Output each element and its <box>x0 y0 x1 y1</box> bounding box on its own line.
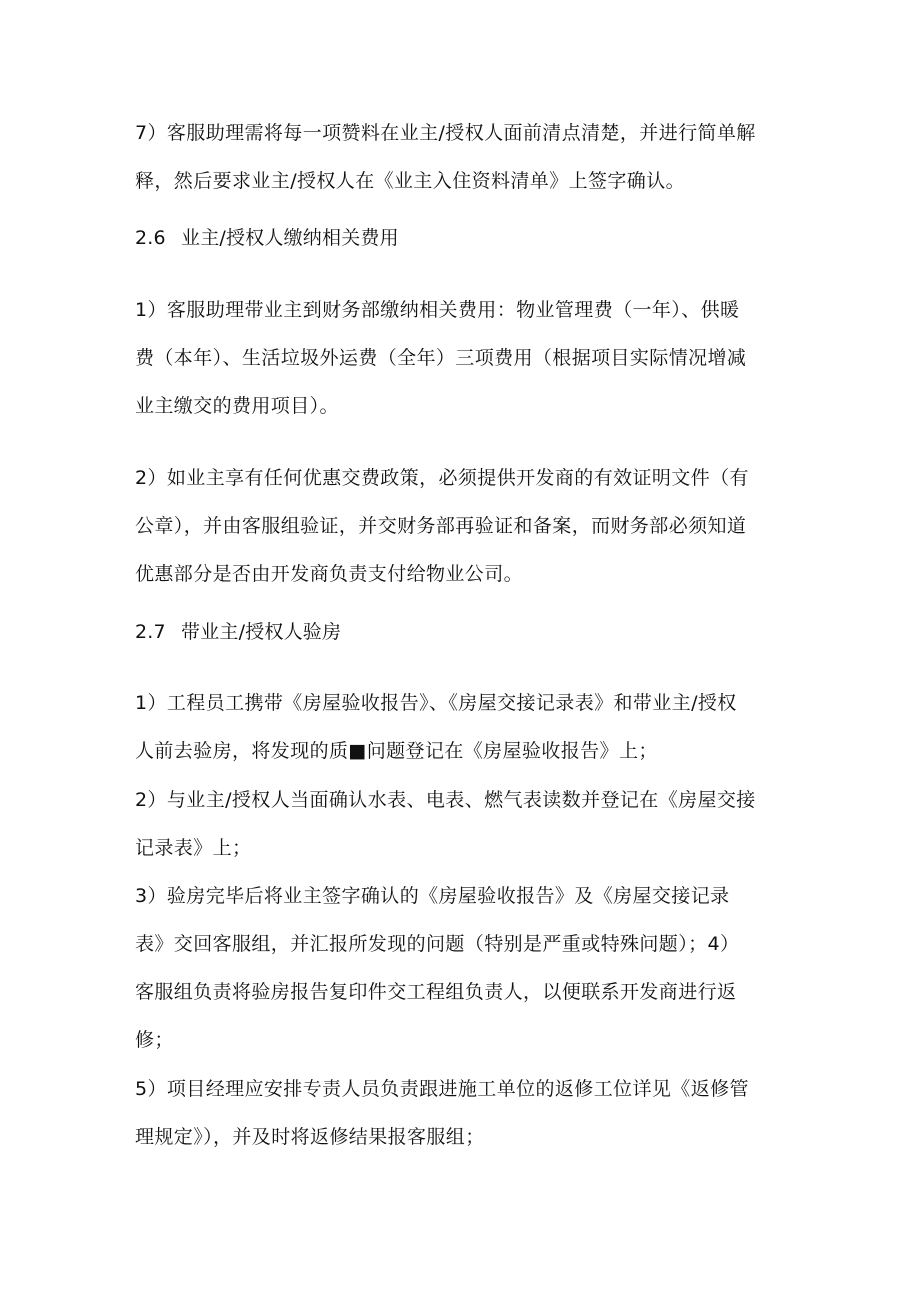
inspect-item3-line4: 修； <box>135 1029 174 1051</box>
section-2-6-number: 2.6 <box>135 227 166 249</box>
inspect-item2-line1: 2）与业主/授权人当面确认水表、电表、燃气表读数并登记在《房屋交接 <box>135 789 756 811</box>
fees-item2-line2: 公章），并由客服组验证，并交财务部再验证和备案，而财务部必须知道 <box>135 515 747 537</box>
fees-item2-line3: 优惠部分是否由开发商负责支付给物业公司。 <box>135 563 524 585</box>
section-2-6-title: 业主/授权人缴纳相关费用 <box>181 227 399 249</box>
inspect-item5-line2: 理规定》），并及时将返修结果报客服组； <box>135 1126 485 1148</box>
fees-item1-line3: 业主缴交的费用项目）。 <box>135 395 339 417</box>
inspect-item2-line2: 记录表》上； <box>135 837 252 859</box>
inspect-item3-line2: 表》交回客服组，并汇报所发现的问题（特别是严重或特殊问题）；4） <box>135 933 740 955</box>
section-2-7-title: 带业主/授权人验房 <box>181 621 342 643</box>
inspect-item1-line2: 人前去验房，将发现的质■问题登记在《房屋验收报告》上； <box>135 740 658 762</box>
para7-line1: 7）客服助理需将每一项赞料在业主/授权人面前清点清楚，并进行简单解 <box>135 122 756 144</box>
fees-item1-line1: 1）客服助理带业主到财务部缴纳相关费用：物业管理费（一年）、供暖 <box>135 299 740 321</box>
inspect-item1-line1: 1）工程员工携带《房屋验收报告》、《房屋交接记录表》和带业主/授权 <box>135 692 737 714</box>
inspect-item3-line3: 客服组负责将验房报告复印件交工程组负责人，以便联系开发商进行返 <box>135 981 737 1003</box>
section-2-7-heading <box>135 620 341 644</box>
fees-item1-line2: 费（本年）、生活垃圾外运费（全年）三项费用（根据项目实际情况增减 <box>135 347 747 369</box>
section-2-7-number: 2.7 <box>135 621 166 643</box>
inspect-item3-line1: 3）验房完毕后将业主签字确认的《房屋验收报告》及《房屋交接记录 <box>135 885 730 907</box>
para7-line2: 释，然后要求业主/授权人在《业主入住资料清单》上签字确认。 <box>135 170 686 192</box>
fees-item2-line1: 2）如业主享有任何优惠交费政策，必须提供开发商的有效证明文件（有 <box>135 467 749 489</box>
inspect-item5-line1: 5）项目经理应安排专责人员负责跟进施工单位的返修工位详见《返修管 <box>135 1078 749 1100</box>
section-2-6-heading <box>135 226 399 250</box>
